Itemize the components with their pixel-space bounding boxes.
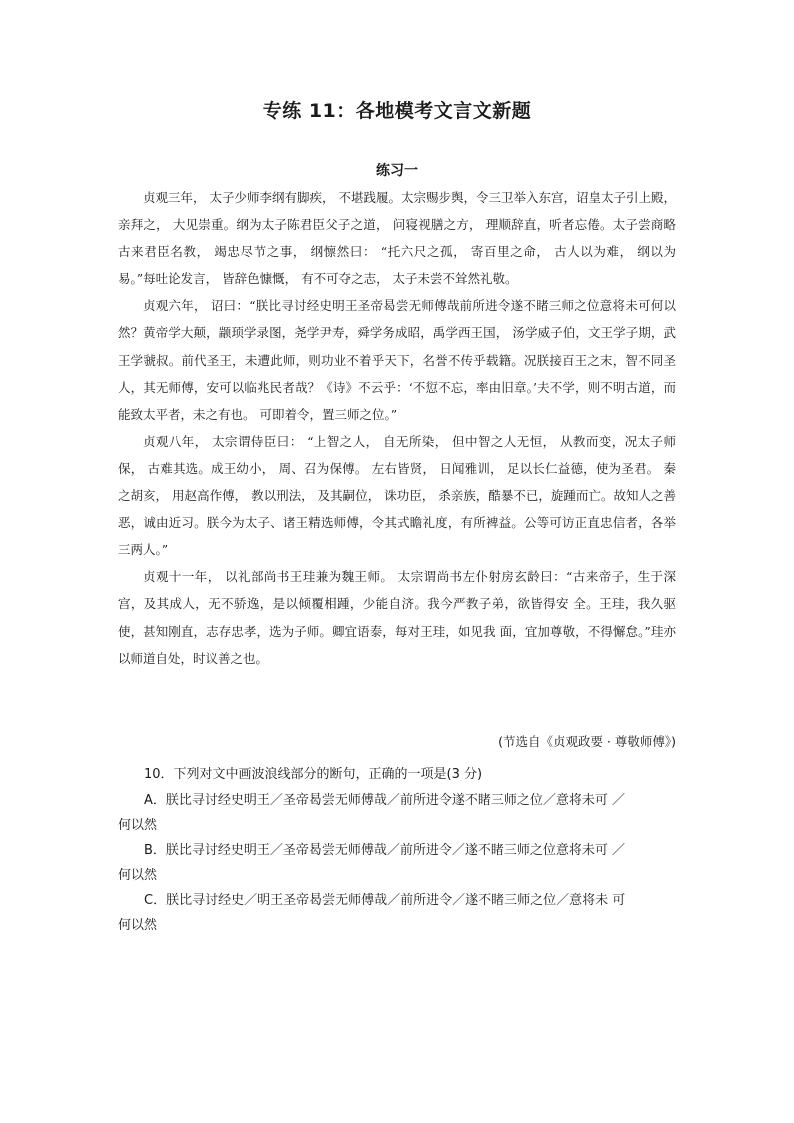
question-block xyxy=(118,762,678,938)
option-b-line2: 何以然 xyxy=(118,868,158,883)
option-a xyxy=(118,788,678,838)
option-a-line1: A．朕比寻讨经史明王／圣帝曷尝无师傅哉／前所进令遂不睹三师之位／意将未可 ／ xyxy=(144,793,626,808)
question-stem: 10．下列对文中画波浪线部分的断句，正确的一项是(3 分) xyxy=(144,767,483,782)
option-b-line1: B．朕比寻讨经史明王／圣帝曷尝无师傅哉／前所进令／遂不睹三师之位意将未可 ／ xyxy=(144,843,626,858)
option-b xyxy=(118,838,678,888)
section-heading: 练习一 xyxy=(376,163,418,179)
passage-paragraph-4: 贞观十一年， 以礼部尚书王珪兼为魏王师。 太宗谓尚书左仆射房玄龄曰：“古来帝子，生于深宫，及其成人，无不骄逸，是以倾覆相踵，少能自济。我今严教子弟，欲皆得安 全。王珪，我久驱使，甚知刚直，志存忠孝，选为子师。卿宜语泰，每对王珪，如见我 面，宜加尊敬，不得懈怠。”珪亦以师道自处，时议善之也。 xyxy=(118,569,676,666)
passage-paragraph-3: 贞观八年， 太宗谓侍臣曰： “上智之人， 自无所染， 但中智之人无恒， 从教而变，况太子师保， 古难其选。成王幼小， 周、召为保傅。 左右皆贤， 日闻雅训， 足以长仁益德，使为圣君。 秦之胡亥， 用赵高作傅， 教以刑法， 及其嗣位， 诛功臣， 杀亲族，酷暴不已，旋踵而亡。故知人之善恶，诚由近习。朕今为太子、诸王精选师傅，令其式瞻礼度，有所裨益。公等可访正直忠信者，各举三两人。” xyxy=(118,433,676,558)
passage-paragraph-1: 贞观三年， 太子少师李纲有脚疾， 不堪践履。太宗赐步舆，令三卫举入东宫，诏皇太子引上殿， 亲拜之， 大见崇重。纲为太子陈君臣父子之道， 问寝视膳之方， 理顺辞直，听者忘倦。太子尝商略古来君臣名教， 竭忠尽节之事， 纲懔然曰： “托六尺之孤， 寄百里之命， 古人以为难， 纲以为易。”每吐论发言， 皆辞色慷慨， 有不可夺之志， 太子未尝不耸然礼敬。 xyxy=(118,190,676,287)
option-c-line1: C．朕比寻讨经史／明王圣帝曷尝无师傅哉／前所进令／遂不睹三师之位／意将未 可 xyxy=(144,893,626,908)
passage xyxy=(118,184,676,672)
page-title: 专练 11：各地模考文言文新题 xyxy=(262,100,532,122)
option-c-line2: 何以然 xyxy=(118,918,158,933)
passage-source: (节选自《贞观政要 · 尊敬师傅》) xyxy=(498,734,676,749)
option-c xyxy=(118,888,678,938)
option-a-line2: 何以然 xyxy=(118,818,158,833)
passage-paragraph-2: 贞观六年， 诏曰：“朕比寻讨经史明王圣帝曷尝无师傅哉前所进令遂不睹三师之位意将未可何以然？黄帝学大颠，颛顼学录图，尧学尹寿，舜学务成昭，禹学西王国， 汤学威子伯，文王学子期，武王学虢叔。前代圣王，未遭此师，则功业不着乎天下，名誉不传乎载籍。况朕接百王之末，智不同圣人，其无师傅，安可以临兆民者哉？《诗》不云乎：‘不愆不忘，率由旧章。’夫不学，则不明古道，而能致太平者，未之有也。 可即着令，置三师之位。” xyxy=(118,298,676,422)
